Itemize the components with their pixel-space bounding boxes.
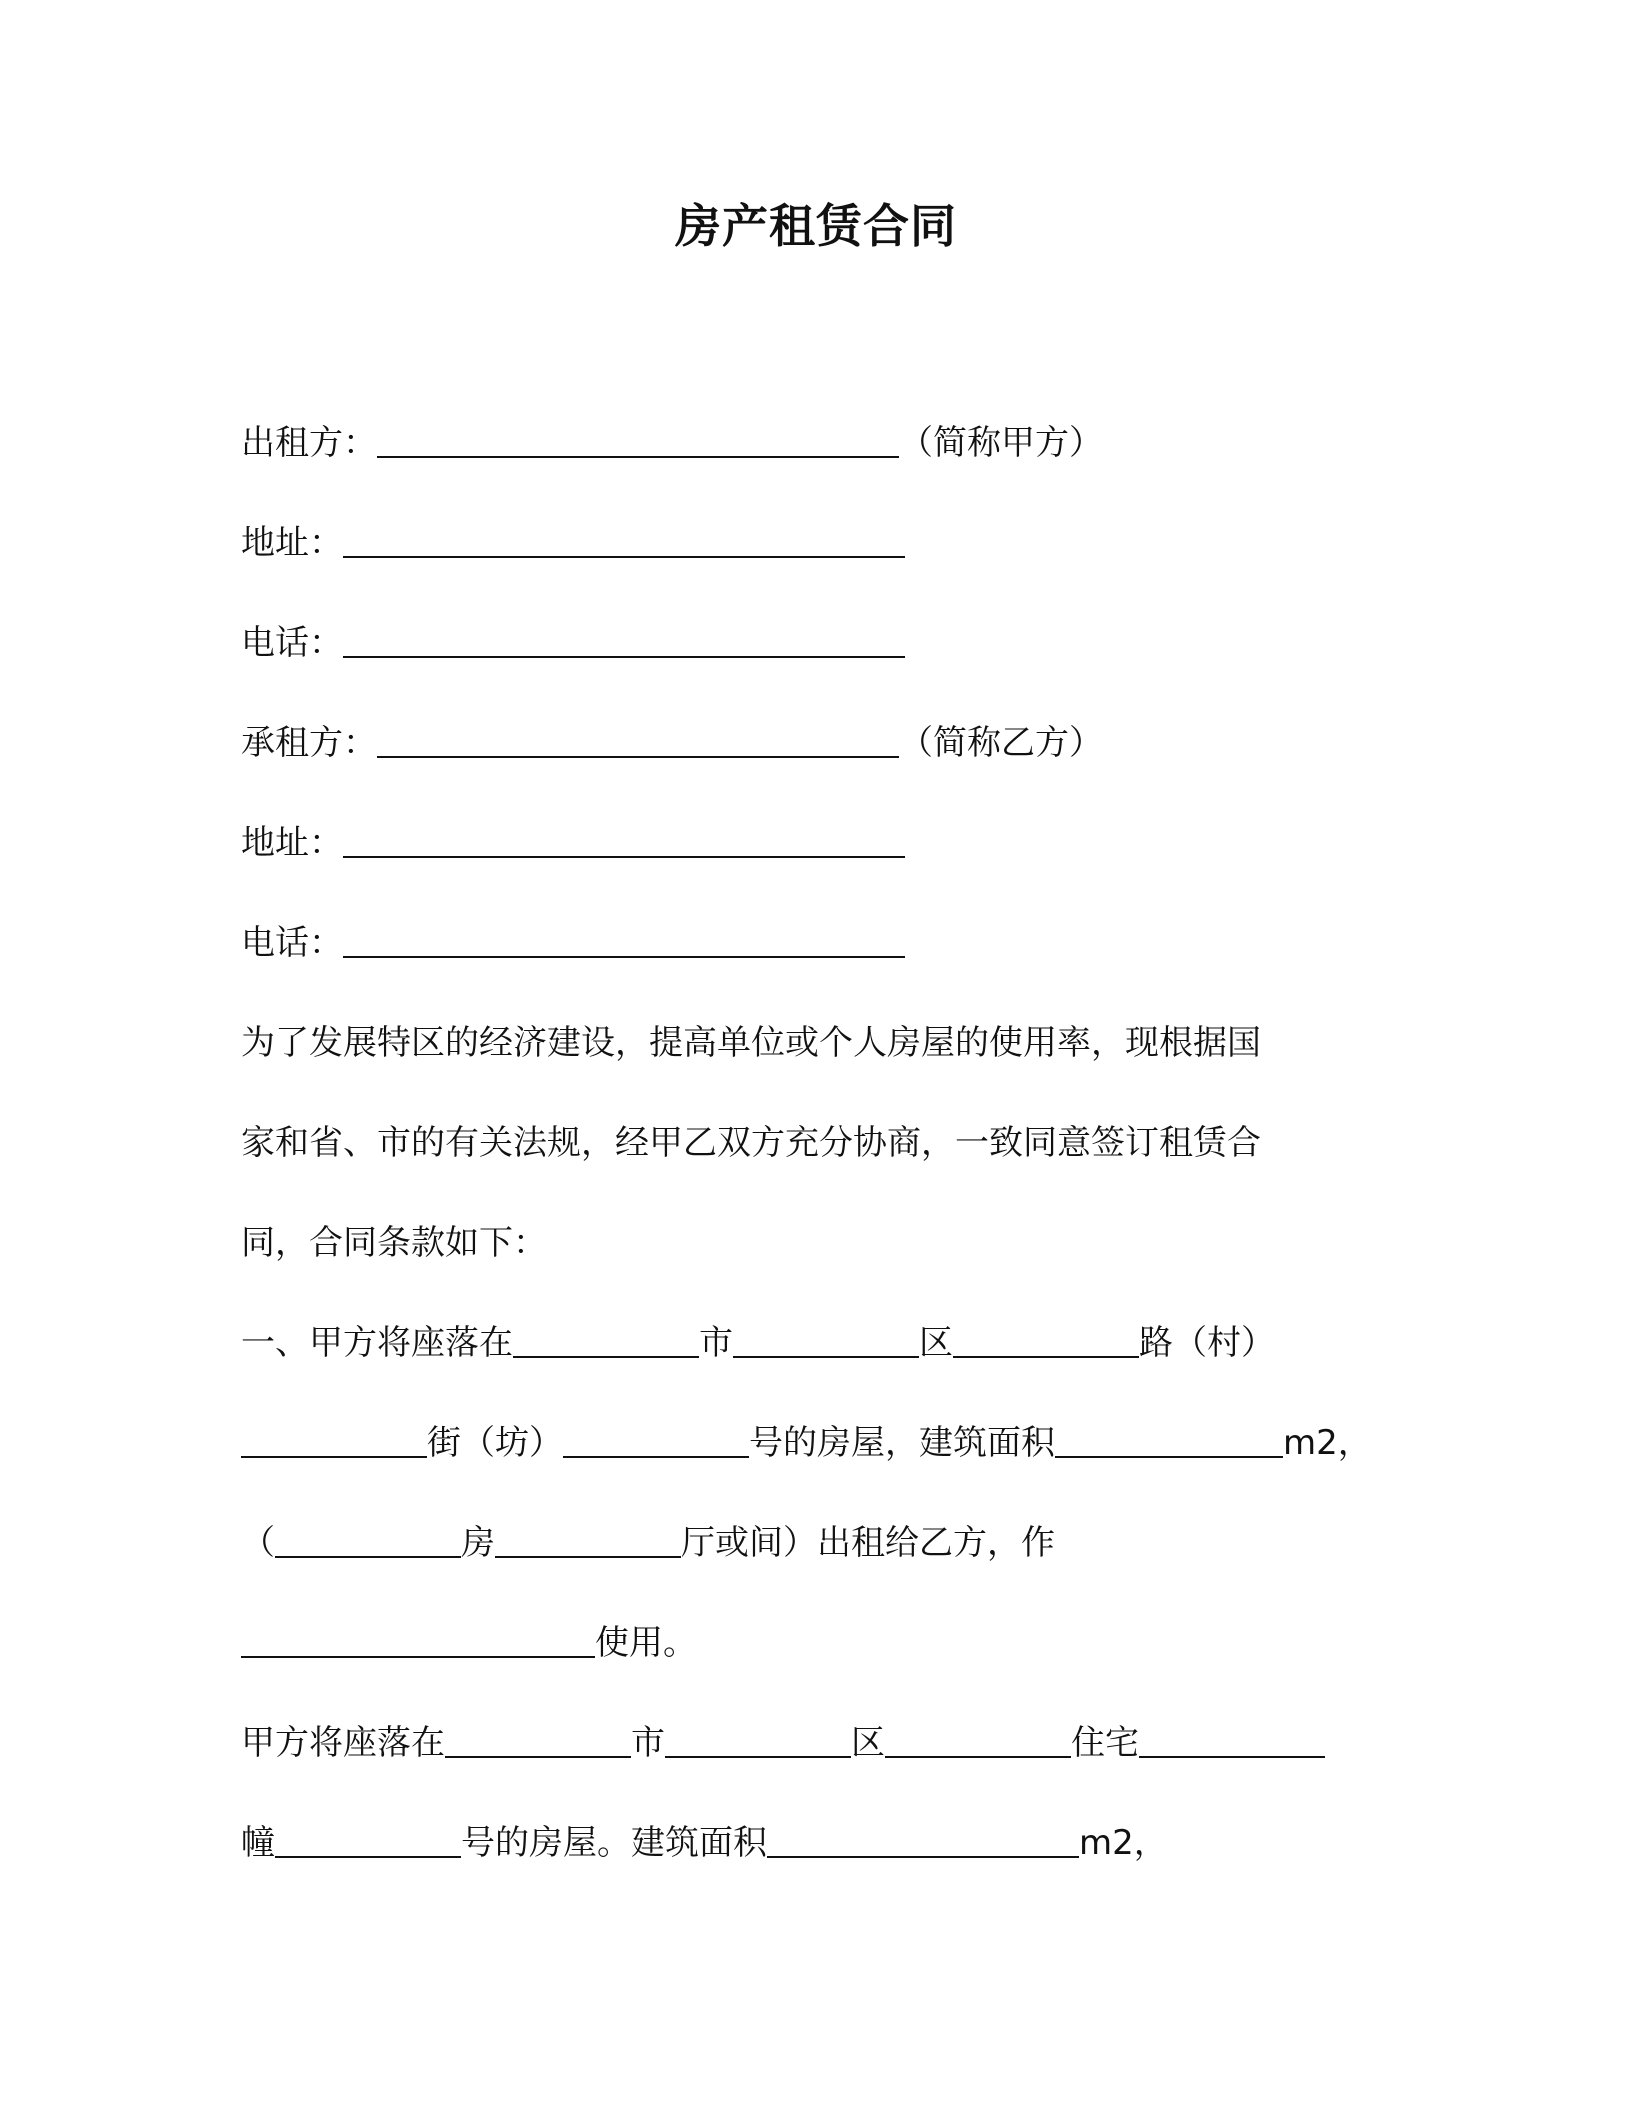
alt-number-label: 号的房屋。建筑面积 xyxy=(461,1823,767,1863)
clause1b-text: 甲方将座落在 xyxy=(241,1723,445,1763)
number-blank[interactable] xyxy=(563,1422,749,1458)
lessor-phone-label: 电话： xyxy=(241,623,343,663)
residence-label: 住宅 xyxy=(1071,1723,1139,1763)
rooms-label: 房 xyxy=(461,1523,495,1563)
area-unit: m2， xyxy=(1283,1423,1372,1463)
halls-blank[interactable] xyxy=(495,1522,681,1558)
preamble-line-1: 为了发展特区的经济建设，提高单位或个人房屋的使用率，现根据国 xyxy=(241,1023,1261,1063)
lessor-address-label: 地址： xyxy=(241,523,343,563)
lessee-address-line xyxy=(241,820,905,866)
lessor-phone-line xyxy=(241,620,905,666)
road-label: 路（村） xyxy=(1139,1323,1275,1363)
alt-area-blank[interactable] xyxy=(767,1822,1079,1858)
alt-district-blank[interactable] xyxy=(665,1722,851,1758)
road-blank[interactable] xyxy=(953,1322,1139,1358)
alt-city-blank[interactable] xyxy=(445,1722,631,1758)
rooms-blank[interactable] xyxy=(275,1522,461,1558)
residence-blank[interactable] xyxy=(885,1722,1071,1758)
district-blank[interactable] xyxy=(733,1322,919,1358)
alt-area-unit: m2， xyxy=(1079,1823,1168,1863)
building-label: 幢 xyxy=(241,1823,275,1863)
lessor-abbrev: （简称甲方） xyxy=(899,423,1103,463)
clause1b-line-2 xyxy=(241,1820,1168,1866)
usage-blank[interactable] xyxy=(241,1622,595,1658)
lessee-line xyxy=(241,720,1103,766)
lessor-address-line xyxy=(241,520,905,566)
lessee-phone-label: 电话： xyxy=(241,923,343,963)
clause1-line-4 xyxy=(241,1620,697,1666)
area-blank[interactable] xyxy=(1055,1422,1283,1458)
paren-open: （ xyxy=(241,1523,275,1563)
lessor-line xyxy=(241,420,1103,466)
lessee-label: 承租方： xyxy=(241,723,377,763)
lessor-phone-blank[interactable] xyxy=(343,622,905,658)
lessor-name-blank[interactable] xyxy=(377,422,899,458)
usage-label: 使用。 xyxy=(595,1623,697,1663)
residence-name-blank[interactable] xyxy=(1139,1722,1325,1758)
clause1-line-2 xyxy=(241,1420,1372,1466)
alt-city-label: 市 xyxy=(631,1723,665,1763)
clause1b-line-1 xyxy=(241,1720,1325,1766)
preamble-line-3: 同，合同条款如下： xyxy=(241,1223,547,1263)
preamble-line-2: 家和省、市的有关法规，经甲乙双方充分协商，一致同意签订租赁合 xyxy=(241,1123,1261,1163)
lessee-name-blank[interactable] xyxy=(377,722,899,758)
clause1-line-3 xyxy=(241,1520,1055,1566)
lessee-address-blank[interactable] xyxy=(343,822,905,858)
city-label: 市 xyxy=(699,1323,733,1363)
lessee-phone-line xyxy=(241,920,905,966)
lessee-abbrev: （简称乙方） xyxy=(899,723,1103,763)
lessor-address-blank[interactable] xyxy=(343,522,905,558)
clause1-line-1 xyxy=(241,1320,1275,1366)
document-title: 房产租赁合同 xyxy=(675,199,957,253)
lessee-phone-blank[interactable] xyxy=(343,922,905,958)
number-label: 号的房屋，建筑面积 xyxy=(749,1423,1055,1463)
street-blank[interactable] xyxy=(241,1422,427,1458)
building-blank[interactable] xyxy=(275,1822,461,1858)
lessor-label: 出租方： xyxy=(241,423,377,463)
street-label: 街（坊） xyxy=(427,1423,563,1463)
city-blank[interactable] xyxy=(513,1322,699,1358)
halls-label: 厅或间）出租给乙方，作 xyxy=(681,1523,1055,1563)
clause1-text: 一、甲方将座落在 xyxy=(241,1323,513,1363)
lessee-address-label: 地址： xyxy=(241,823,343,863)
district-label: 区 xyxy=(919,1323,953,1363)
alt-district-label: 区 xyxy=(851,1723,885,1763)
